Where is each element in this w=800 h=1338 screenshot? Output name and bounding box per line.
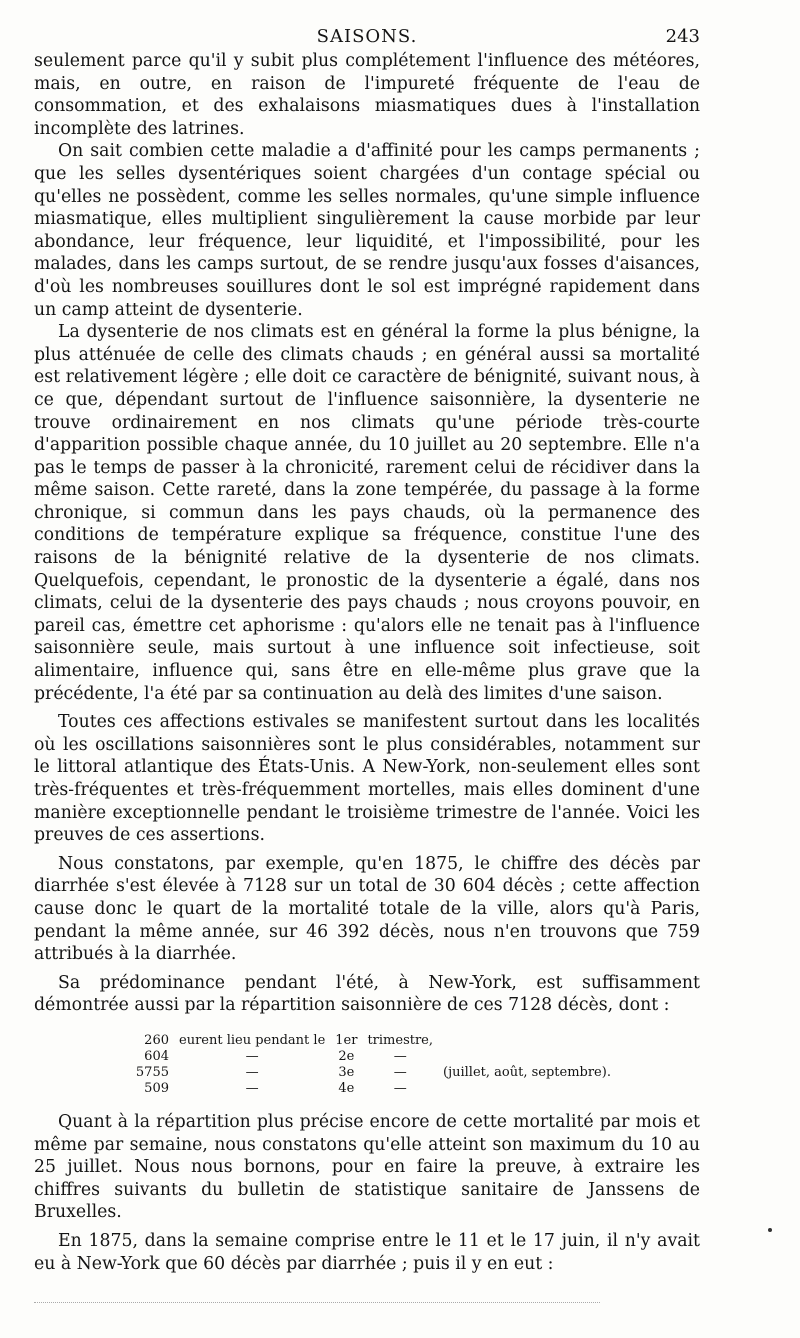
paragraph: On sait combien cette maladie a d'affinité pour les camps permanents ; que les selles dysentériques soient chargées d'un contage spécial ou qu'elles ne possèdent, comme les selles normales, qu'une simple influence miasmatique, elles multiplient singulièrement la cause morbide par leur abondance, leur fréquence, leur liquidité, et l'impossibilité, pour les malades, dans les camps surtout, de se rendre jusqu'aux fosses d'aisances, d'où les nombreuses souillures dont le sol est imprégné rapidement dans un camp atteint de dysenterie. (34, 141, 700, 320)
row-note (438, 1081, 616, 1097)
page (34, 20, 700, 1275)
paragraph-continued: seulement parce qu'il y subit plus complétement l'influence des météores, mais, en outre, en raison de l'impureté fréquente de l'eau de consommation, et des exhalaisons miasmatiques dues à l'installation incomplète des latrines. (34, 51, 700, 139)
row-label: — (245, 1064, 259, 1080)
row-suffix: — (393, 1064, 407, 1080)
row-suffix: trimestre, (367, 1032, 434, 1048)
deaths-count: 604 (144, 1048, 169, 1064)
paragraph: Toutes ces affections estivales se manifestent surtout dans les localités où les oscillations saisonnières sont le plus considérables, notamment sur le littoral atlantique des États-Unis. A New-York, non-seulement elles sont très-fréquentes et très-fréquemment mortelles, mais elles dominent d'une manière exceptionnelle pendant le troisième trimestre de l'année. Voici les preuves de ces assertions. (34, 712, 700, 846)
row-note: (juillet, août, septembre). (443, 1064, 611, 1080)
row-label: — (245, 1080, 259, 1096)
table-row (130, 1049, 616, 1065)
paragraph: En 1875, dans la semaine comprise entre le 11 et le 17 juin, il n'y avait eu à New-York que 60 décès par diarrhée ; puis il y en eut : (34, 1230, 700, 1274)
paragraph: Nous constatons, par exemple, qu'en 1875, le chiffre des décès par diarrhée s'est élevée à 7128 sur un total de 30 604 décès ; cette affection cause donc le quart de la mortalité totale de la ville, alors qu'à Paris, pendant la même année, sur 46 392 décès, nous n'en trouvons que 759 attribués à la diarrhée. (34, 853, 700, 965)
main-text (34, 50, 700, 1275)
deaths-count: 5755 (135, 1064, 169, 1080)
quarter-ordinal: 4e (338, 1080, 355, 1096)
row-label: — (245, 1048, 259, 1064)
paragraph: Sa prédominance pendant l'été, à New-York, est suffisamment démontrée aussi par la répartition saisonnière de ces 7128 décès, dont : (34, 972, 700, 1016)
quarter-ordinal: 1er (335, 1032, 358, 1048)
quarter-ordinal: 2e (338, 1048, 355, 1064)
paragraph: La dysenterie de nos climats est en général la forme la plus bénigne, la plus atténuée de celle des climats chauds ; en général aussi sa mortalité est relativement légère ; elle doit ce caractère de bénignité, suivant nous, à ce que, dépendant surtout de l'influence saisonnière, la dysenterie ne trouve ordinairement en nos climats qu'une période très-courte d'apparition possible chaque année, du 10 juillet au 20 septembre. Elle n'a pas le temps de passer à la chronicité, rarement celui de récidiver dans la même saison. Cette rareté, dans la zone tempérée, du passage à la forme chronique, si commun dans les pays chauds, où la permanence des conditions de température explique sa fréquence, constitue l'une des raisons de la bénignité relative de la dysenterie de nos climats. Quelquefois, cependant, le pronostic de la dysenterie a égalé, dans nos climats, celui de la dysenterie des pays chauds ; nous croyons pouvoir, en pareil cas, émettre cet aphorisme : qu'alors elle ne tenait pas à l'influence saisonnière seule, mais surtout à une influence soit infectieuse, soit alimentaire, influence qui, sans être en elle-même plus grave que la précédente, l'a été par sa continuation au delà des limites d'une saison. (34, 322, 700, 704)
quarterly-deaths-table (130, 1033, 616, 1097)
row-suffix: — (393, 1048, 407, 1064)
deaths-count: 260 (144, 1032, 169, 1048)
ink-speck (768, 1228, 772, 1232)
page-number: 243 (665, 26, 700, 47)
row-note (438, 1033, 616, 1049)
table-row (130, 1081, 616, 1097)
running-title: SAISONS. (316, 26, 418, 47)
deaths-count: 509 (144, 1080, 169, 1096)
quarter-ordinal: 3e (338, 1064, 355, 1080)
running-header (34, 20, 700, 50)
row-note (438, 1049, 616, 1065)
table-row (130, 1065, 616, 1081)
paragraph: Quant à la répartition plus précise encore de cette mortalité par mois et même par semaine, nous constatons qu'elle atteint son maximum du 10 au 25 juillet. Nous nous bornons, pour en faire la preuve, à extraire les chiffres suivants du bulletin de statistique sanitaire de Janssens de Bruxelles. (34, 1111, 700, 1223)
row-label: eurent lieu pendant le (179, 1032, 326, 1048)
table-row (130, 1033, 616, 1049)
row-suffix: — (393, 1080, 407, 1096)
footer-dotted-rule (34, 1302, 600, 1303)
